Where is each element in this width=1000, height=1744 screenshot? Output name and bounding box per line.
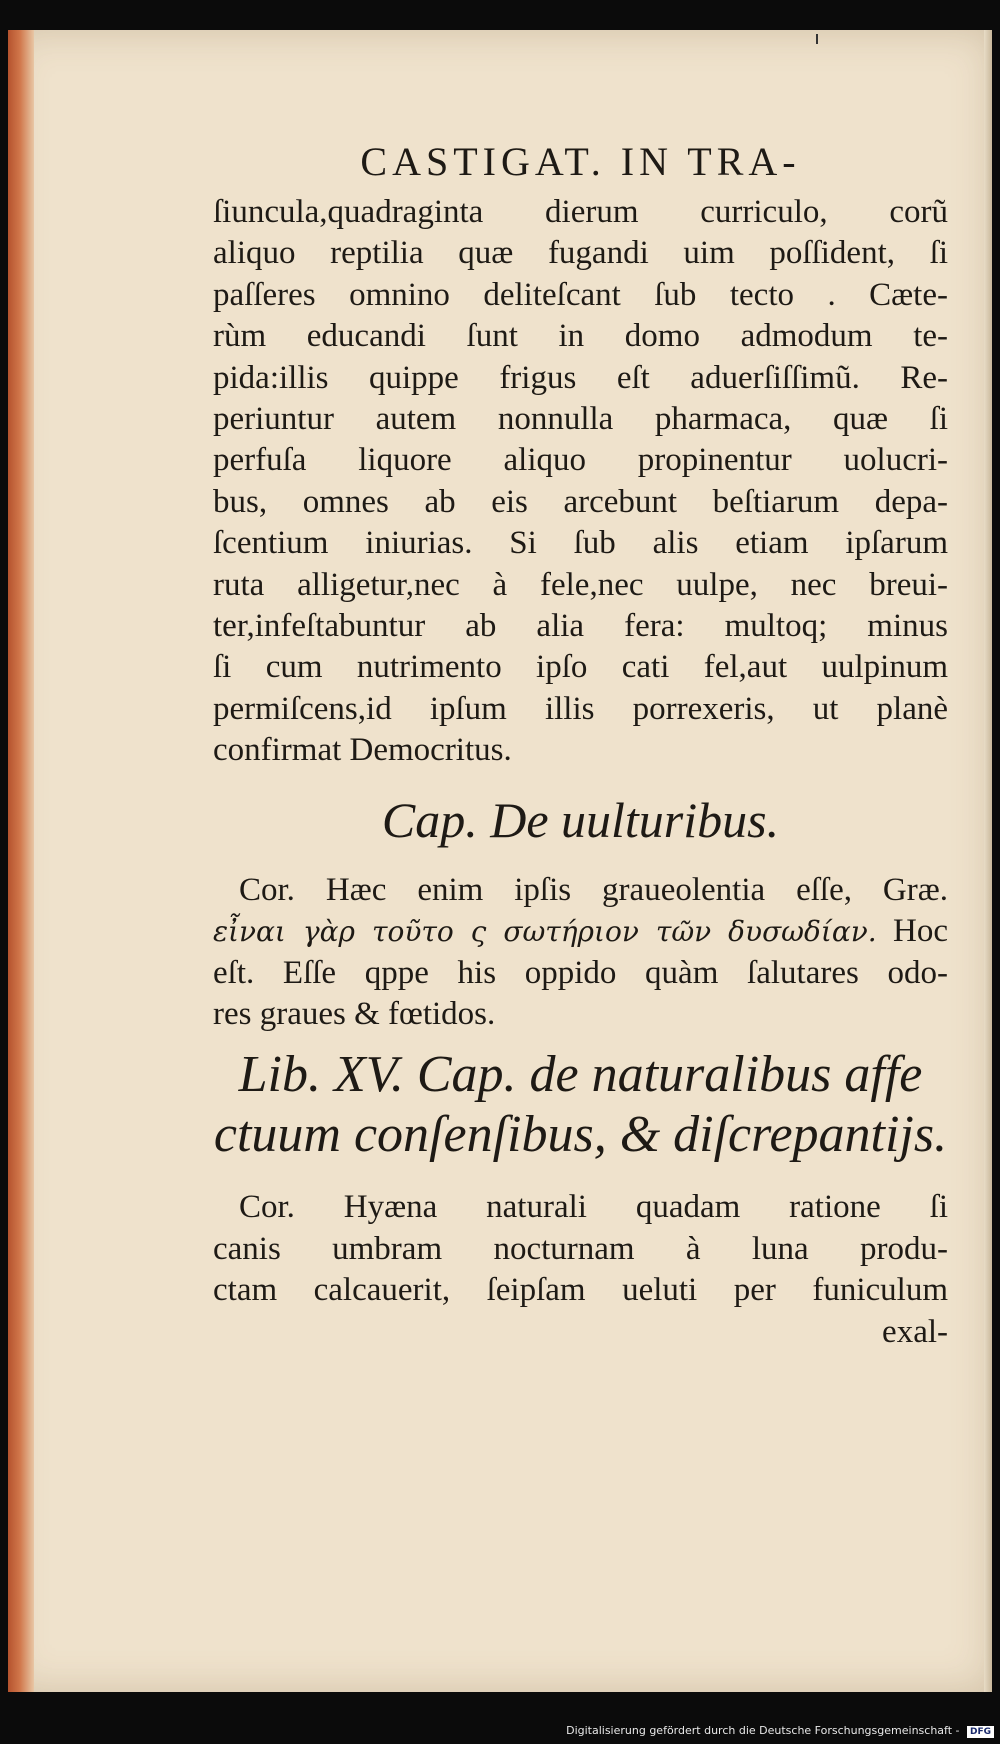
paragraph-2 [213,870,948,1036]
page-fore-edge [984,30,992,1692]
text-line: ſi cum nutrimento ipſo cati fel,aut uulpinum [213,649,948,686]
text-line: ſiuncula,quadraginta dierum curriculo, corũ [213,194,948,230]
text-line: aliquo reptilia quæ fugandi uim poſſident, ſi [213,235,948,272]
dfg-logo: DFG [967,1726,994,1738]
running-head: CASTIGAT. IN TRA- [360,139,801,184]
text-line-greek [213,911,948,952]
text-line: eſt. Eſſe qppe his oppido quàm ſalutares odo- [213,954,948,991]
text-line: ſcentium iniurias. Si ſub alis etiam ipſarum [213,525,948,562]
text-line: ruta alligetur,nec à fele,nec uulpe, nec breui- [213,566,948,603]
text-line: bus, omnes ab eis arcebunt beſtiarum depa- [213,483,948,520]
page-spine-edge [8,30,34,1692]
text-line: ter,infeſtabuntur ab alia fera: multoq; minus [213,608,948,645]
text-line: Cor. Hyæna naturali quadam ratione ſi [239,1189,948,1226]
text-line: rùm educandi ſunt in domo admodum te- [213,318,948,355]
greek-quotation: εἶναι γὰρ τοῦτο ς σωτήριον τῶν δυσωδίαν. [213,915,877,949]
text-fragment: Hoc [893,913,949,950]
text-line: res graues & fœtidos. [213,995,496,1032]
book-page [8,30,992,1692]
chapter-heading: Cap. De uulturibus. [381,791,780,848]
text-line: permiſcens,id ipſum illis porrexeris, ut planè [213,690,948,727]
heading-line: ctuum conſenſibus, & diſcrepantijs. [213,1106,948,1164]
text-line: perfuſa liquore aliquo propinentur uolucri- [213,442,948,479]
text-line: canis umbram nocturnam à luna produ- [213,1230,948,1267]
digitization-credit [566,1724,994,1738]
credit-text: Digitalisierung gefördert durch die Deutsche Forschungsgemeinschaft - [566,1724,960,1737]
heading-line: Lib. XV. Cap. de naturalibus affe [238,1046,923,1104]
paragraph-1 [213,192,948,772]
paragraph-3 [213,1187,948,1353]
text-line: pida:illis quippe frigus eſt aduerſiſſimũ. Re- [213,359,948,396]
text-line: periuntur autem nonnulla pharmaca, quæ ſi [213,401,948,438]
text-line: confirmat Democritus. [213,732,512,769]
page-text-block [213,138,948,1353]
catchword: exal- [882,1313,948,1350]
text-line: ctam calcauerit, ſeipſam ueluti per funiculum [213,1272,948,1309]
book-chapter-heading [213,1045,948,1165]
page-top-mark [816,34,818,44]
text-line: Cor. Hæc enim ipſis graueolentia eſſe, Græ. [239,871,948,908]
text-line: paſſeres omnino deliteſcant ſub tecto . Cæte- [213,276,948,313]
